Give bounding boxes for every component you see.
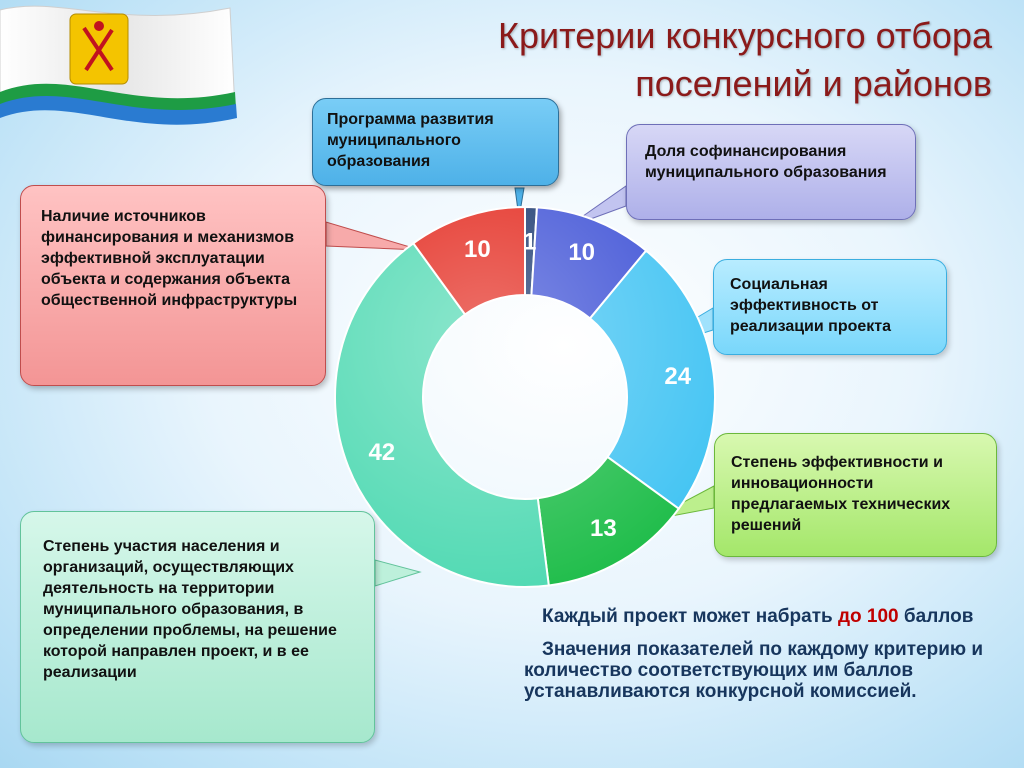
- callout-social-efficiency: Социальная эффективность от реализации проекта: [713, 259, 947, 355]
- page-title: Критерии конкурсного отбора поселений и районов: [498, 15, 992, 104]
- note-max-score: [524, 606, 1014, 627]
- note-text: Каждый проект может набрать: [542, 606, 838, 627]
- note-accent: до 100: [837, 606, 899, 627]
- slice-value-label: 10: [568, 239, 596, 267]
- note-text: баллов: [898, 606, 974, 627]
- callout-cofinancing: Доля софинансирования муниципального образования: [626, 124, 916, 220]
- callout-public-participation: Степень участия населения и организаций, осуществляющих деятельность на территории муниципального образования, в определении проблемы, на решение которой направлен проект, и в ее реализации: [20, 511, 375, 743]
- slice-value-label: 42: [368, 439, 396, 467]
- slice-value-label: 13: [590, 514, 617, 542]
- slice-value-label: 24: [664, 363, 692, 391]
- callout-program: Программа развития муниципального образования: [312, 98, 559, 186]
- callout-technical-solutions: Степень эффективности и инновационности предлагаемых технических решений: [714, 433, 997, 557]
- callout-financing-sources: Наличие источников финансирования и механизмов эффективной эксплуатации объекта и содержания объекта общественной инфраструктуры: [20, 185, 326, 386]
- note-commission: Значения показателей по каждому критерию и количество соответствующих им баллов устанавливаются конкурсной комиссией.: [524, 639, 984, 702]
- scoring-note: [524, 606, 1014, 702]
- slice-value-label: 10: [464, 235, 491, 263]
- slice-value-label: 1: [523, 228, 537, 256]
- donut-gloss: [335, 207, 715, 587]
